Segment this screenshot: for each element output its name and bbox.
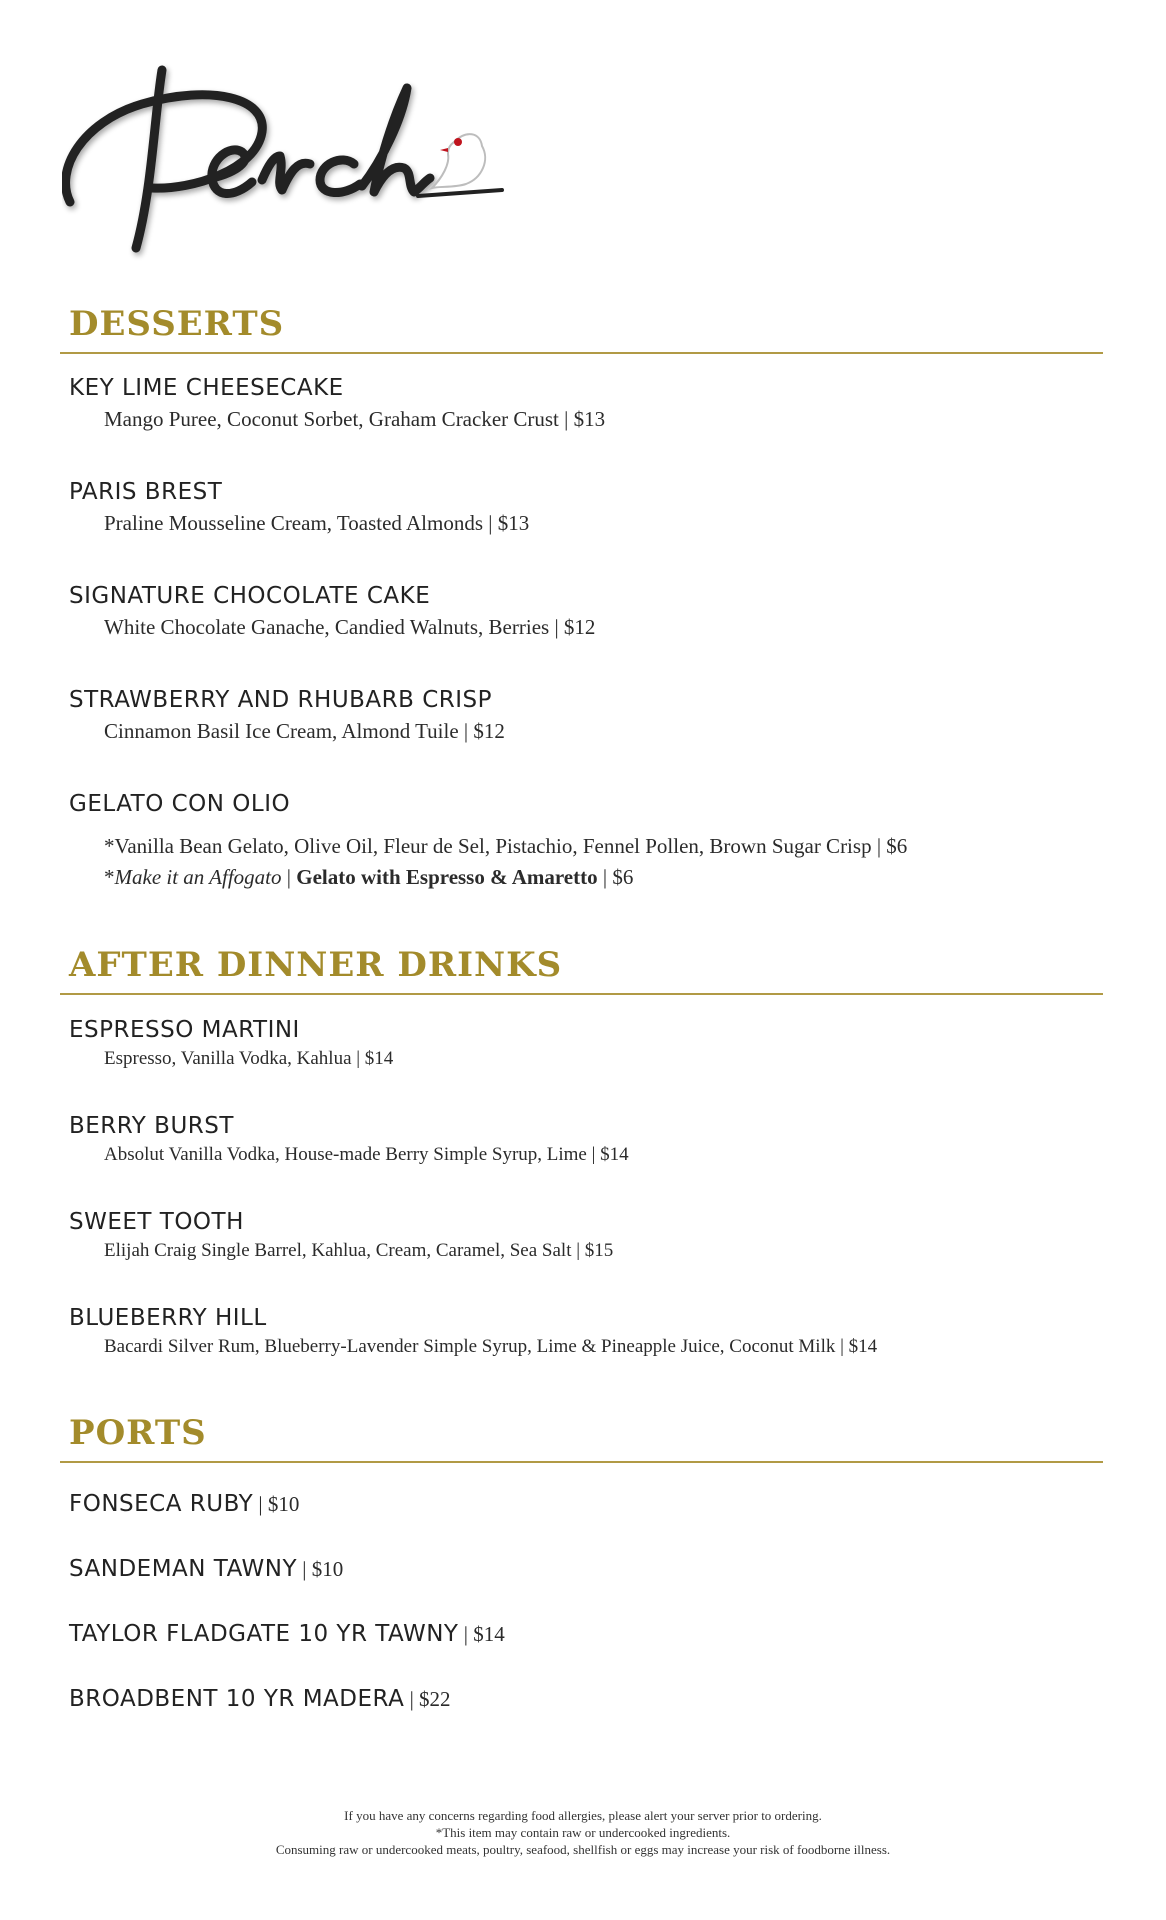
section-divider — [60, 993, 1103, 995]
section-divider — [60, 1461, 1103, 1463]
port-price: | $14 — [458, 1622, 505, 1646]
allergy-notice: If you have any concerns regarding food allergies, please alert your server prior to ordering. — [344, 1808, 822, 1823]
dessert-description: *Vanilla Bean Gelato, Olive Oil, Fleur de Sel, Pistachio, Fennel Pollen, Brown Sugar Crisp | $6 — [104, 834, 908, 858]
port-price: | $10 — [297, 1557, 344, 1581]
port-item — [69, 1493, 299, 1516]
ports-title: PORTS — [69, 1413, 207, 1453]
port-item — [69, 1623, 505, 1646]
drink-name: SWEET TOOTH — [69, 1209, 244, 1235]
dessert-name: PARIS BREST — [69, 479, 223, 505]
port-item — [69, 1558, 343, 1581]
port-name: FONSECA RUBY — [69, 1491, 254, 1517]
affogato-price: | $6 — [597, 865, 634, 889]
port-name: TAYLOR FLADGATE 10 YR TAWNY — [69, 1621, 459, 1647]
drink-description: Bacardi Silver Rum, Blueberry-Lavender Simple Syrup, Lime & Pineapple Juice, Coconut Milk | $14 — [104, 1336, 878, 1357]
dessert-description: White Chocolate Ganache, Candied Walnuts, Berries | $12 — [104, 615, 596, 639]
dessert-name: SIGNATURE CHOCOLATE CAKE — [69, 583, 431, 609]
dessert-name: KEY LIME CHEESECAKE — [69, 375, 344, 401]
drink-description: Espresso, Vanilla Vodka, Kahlua | $14 — [104, 1048, 394, 1069]
port-price: | $10 — [253, 1492, 300, 1516]
raw-ingredient-notice: *This item may contain raw or undercooked ingredients. — [435, 1825, 731, 1840]
dessert-name: STRAWBERRY AND RHUBARB CRISP — [69, 687, 493, 713]
affogato-prefix: * — [104, 865, 115, 889]
port-name: SANDEMAN TAWNY — [69, 1556, 298, 1582]
affogato-line — [104, 867, 633, 888]
drink-name: ESPRESSO MARTINI — [69, 1017, 300, 1043]
drink-description: Absolut Vanilla Vodka, House-made Berry Simple Syrup, Lime | $14 — [104, 1144, 629, 1165]
drink-description: Elijah Craig Single Barrel, Kahlua, Cream, Caramel, Sea Salt | $15 — [104, 1240, 614, 1261]
port-item — [69, 1688, 451, 1711]
affogato-italic: Make it an Affogato — [114, 865, 282, 889]
dessert-name: GELATO CON OLIO — [69, 791, 291, 817]
dessert-description: Cinnamon Basil Ice Cream, Almond Tuile | $12 — [104, 719, 505, 743]
section-divider — [60, 352, 1103, 354]
dessert-description: Praline Mousseline Cream, Toasted Almonds | $13 — [104, 511, 530, 535]
drinks-title: AFTER DINNER DRINKS — [69, 945, 563, 985]
dessert-description: Mango Puree, Coconut Sorbet, Graham Cracker Crust | $13 — [104, 407, 606, 431]
drink-name: BERRY BURST — [69, 1113, 234, 1139]
foodborne-illness-notice: Consuming raw or undercooked meats, poultry, seafood, shellfish or eggs may increase your risk of foodborne illness. — [275, 1842, 891, 1857]
port-name: BROADBENT 10 YR MADERA — [69, 1686, 405, 1712]
affogato-separator: | — [281, 865, 297, 889]
port-price: | $22 — [404, 1687, 451, 1711]
desserts-title: DESSERTS — [69, 304, 285, 344]
bird-icon — [418, 134, 502, 196]
affogato-bold: Gelato with Espresso & Amaretto — [296, 865, 598, 889]
drink-name: BLUEBERRY HILL — [69, 1305, 267, 1331]
perch-logo — [62, 60, 562, 270]
